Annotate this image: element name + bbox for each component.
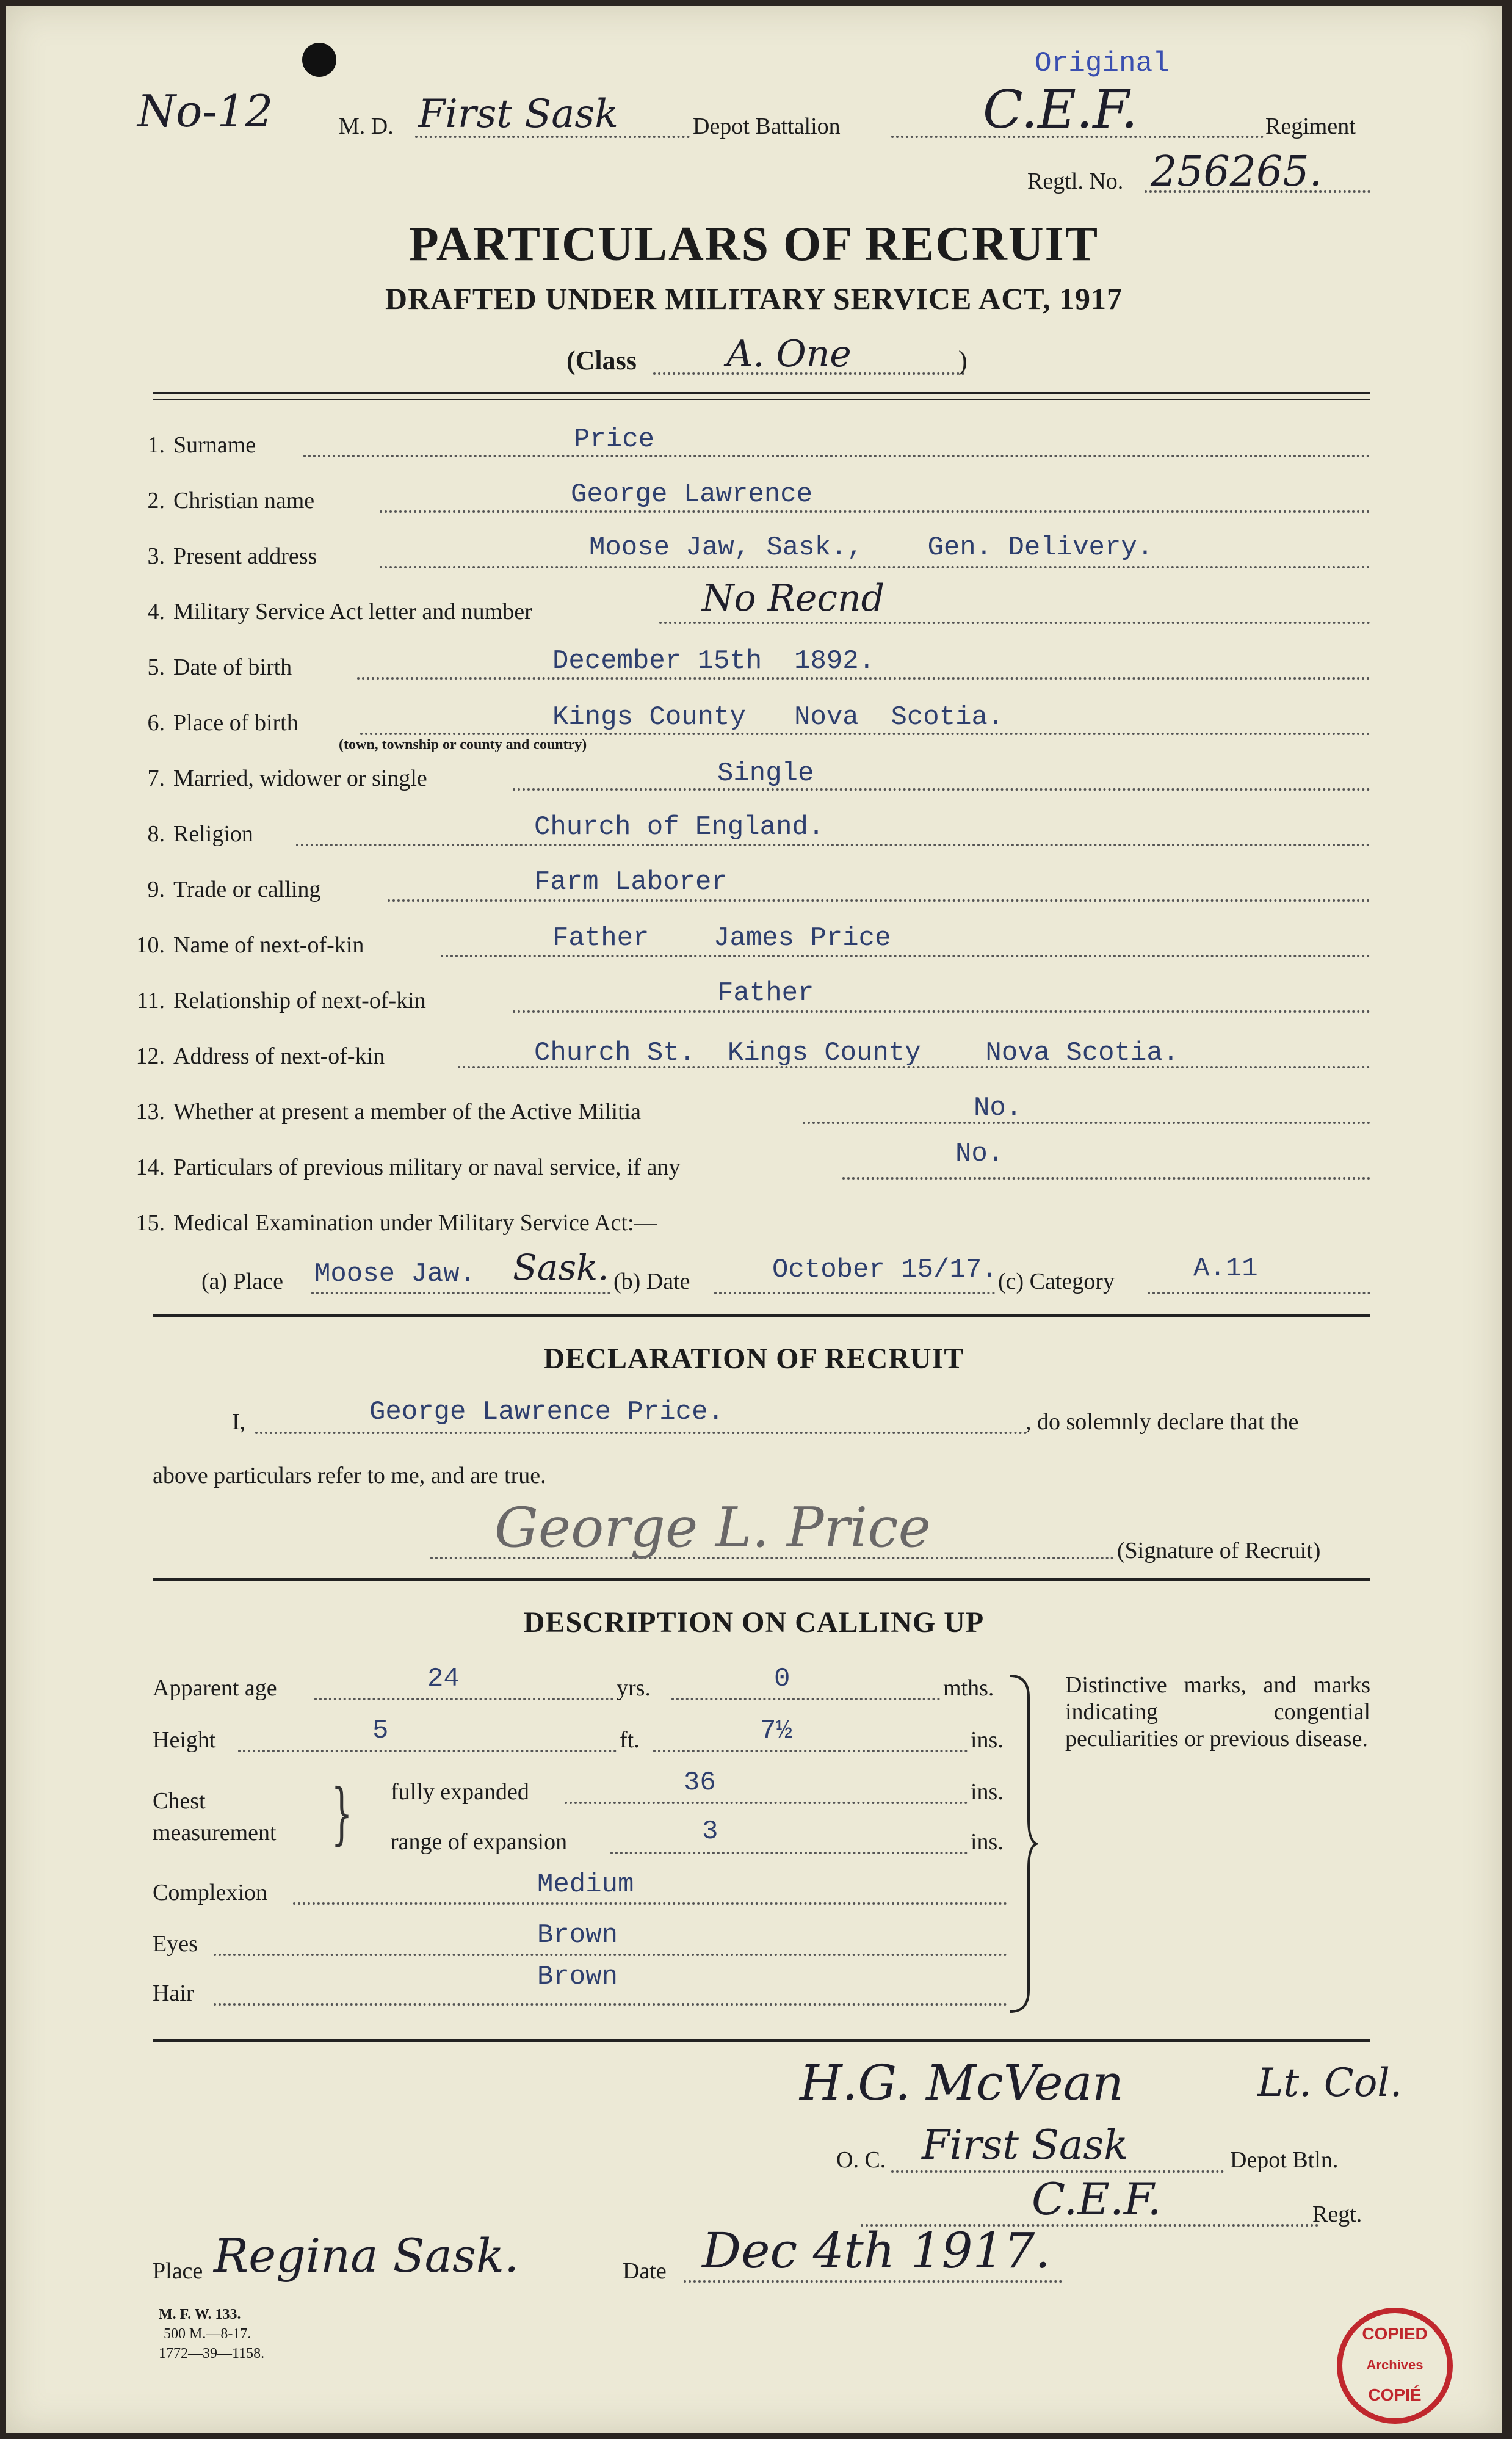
chest-label-2: measurement xyxy=(153,1820,277,1846)
field-label: Address of next-of-kin xyxy=(173,1043,385,1069)
field-number: 8. xyxy=(147,821,165,847)
field-dots xyxy=(296,844,1370,846)
field-dots xyxy=(659,622,1370,624)
field-dots xyxy=(360,733,1370,735)
md-value: First Sask xyxy=(418,92,618,137)
birth-place-note: (town, township or county and country) xyxy=(339,737,587,753)
field-row-8 xyxy=(128,821,253,847)
form-number: No-12 xyxy=(137,85,273,137)
depot-battalion-label: Depot Battalion xyxy=(693,114,841,139)
medical-date-value: October 15/17. xyxy=(772,1255,998,1285)
age-months-value: 0 xyxy=(774,1664,790,1694)
present-address-value: Moose Jaw, Sask., Gen. Delivery. xyxy=(589,532,1154,563)
mths-label: mths. xyxy=(943,1675,994,1701)
ft-label: ft. xyxy=(620,1727,640,1753)
field-number: 9. xyxy=(147,877,165,902)
militia-value: No. xyxy=(974,1093,1022,1123)
range-value: 3 xyxy=(702,1816,718,1847)
expanded-dots xyxy=(565,1802,968,1804)
section-rule-1 xyxy=(153,1314,1370,1317)
field-number: 6. xyxy=(147,710,165,736)
date-value: Dec 4th 1917. xyxy=(702,2222,1051,2279)
complexion-dots xyxy=(293,1902,1007,1905)
field-number: 11. xyxy=(136,988,165,1013)
field-row-1 xyxy=(128,432,256,458)
field-label: Date of birth xyxy=(173,654,292,680)
medical-date-label: (b) Date xyxy=(613,1269,690,1294)
trade-value: Farm Laborer xyxy=(534,867,728,897)
field-row-9 xyxy=(128,876,320,903)
field-dots xyxy=(303,455,1370,457)
msa-number-value: No Recnd xyxy=(702,577,885,620)
depot-btln-label: Depot Btln. xyxy=(1230,2147,1339,2173)
medical-category-value: A.11 xyxy=(1193,1253,1258,1284)
medical-category-label: (c) Category xyxy=(998,1269,1115,1294)
medical-place-label: (a) Place xyxy=(201,1269,283,1294)
copied-stamp xyxy=(1337,2308,1453,2424)
field-number: 14. xyxy=(136,1154,165,1180)
ins-label-3: ins. xyxy=(971,1829,1004,1855)
medical-category-dots xyxy=(1148,1292,1370,1294)
hair-label: Hair xyxy=(153,1981,194,2006)
field-row-15 xyxy=(128,1209,657,1236)
declaration-text-2: above particulars refer to me, and are true. xyxy=(153,1463,546,1488)
field-dots xyxy=(513,1010,1370,1013)
class-open: (Class xyxy=(566,346,637,375)
field-label: Medical Examination under Military Service Act:— xyxy=(173,1210,657,1236)
complexion-label: Complexion xyxy=(153,1880,267,1905)
medical-place-hw: Sask. xyxy=(513,1247,609,1288)
oc-signature: H.G. McVean xyxy=(800,2054,1124,2111)
page-title: PARTICULARS OF RECRUIT xyxy=(408,217,1099,271)
field-label: Particulars of previous military or naval service, if any xyxy=(173,1154,681,1180)
surname-value: Price xyxy=(574,424,655,455)
field-label: Married, widower or single xyxy=(173,766,427,791)
field-label: Religion xyxy=(173,821,253,847)
oc-value: First Sask xyxy=(922,2122,1129,2169)
regt-label: Regt. xyxy=(1312,2202,1362,2227)
field-row-10 xyxy=(128,932,364,959)
field-row-4 xyxy=(128,598,532,625)
age-years-dots xyxy=(314,1698,613,1700)
field-row-13 xyxy=(128,1098,641,1125)
place-label: Place xyxy=(153,2258,203,2284)
section-rule-2 xyxy=(153,1578,1370,1581)
previous-service-value: No. xyxy=(955,1139,1004,1169)
title-rule-top xyxy=(153,392,1370,394)
field-row-14 xyxy=(128,1154,680,1181)
height-in-dots xyxy=(653,1750,968,1752)
declaration-name: George Lawrence Price. xyxy=(369,1397,724,1427)
field-number: 1. xyxy=(147,432,165,458)
range-label: range of expansion xyxy=(391,1829,568,1855)
form-code-1: M. F. W. 133. xyxy=(159,2307,241,2322)
oc-dots xyxy=(891,2170,1224,2173)
field-row-6 xyxy=(128,709,298,736)
eyes-value: Brown xyxy=(537,1920,618,1951)
oc-label: O. C. xyxy=(836,2147,886,2173)
declaration-heading: DECLARATION OF RECRUIT xyxy=(543,1343,964,1375)
hair-value: Brown xyxy=(537,1962,618,1992)
stamp-top-text: COPIED xyxy=(1362,2324,1428,2343)
age-months-dots xyxy=(671,1698,940,1700)
eyes-dots xyxy=(214,1954,1007,1956)
marital-status-value: Single xyxy=(717,758,814,789)
regtl-no-value: 256265. xyxy=(1151,148,1323,196)
original-stamp: Original xyxy=(1035,48,1170,79)
field-dots xyxy=(380,510,1370,513)
field-dots xyxy=(441,955,1370,957)
religion-value: Church of England. xyxy=(534,812,825,843)
title-rule-bottom xyxy=(153,399,1370,400)
chest-brace: } xyxy=(331,1774,353,1852)
complexion-value: Medium xyxy=(537,1869,634,1900)
field-number: 7. xyxy=(147,766,165,791)
form-code-3: 1772—39—1158. xyxy=(159,2346,265,2361)
field-label: Present address xyxy=(173,543,317,569)
date-dots xyxy=(684,2280,1062,2283)
medical-place-dots xyxy=(311,1292,610,1294)
field-row-11 xyxy=(128,987,426,1014)
field-label: Whether at present a member of the Active Militia xyxy=(173,1099,642,1125)
md-label: M. D. xyxy=(339,114,394,139)
declaration-i: I, xyxy=(232,1409,246,1435)
field-dots xyxy=(388,899,1370,902)
field-number: 3. xyxy=(147,543,165,569)
field-row-5 xyxy=(128,654,292,681)
field-number: 4. xyxy=(147,599,165,625)
eyes-label: Eyes xyxy=(153,1931,198,1957)
field-dots xyxy=(380,566,1370,568)
regtl-no-label: Regtl. No. xyxy=(1027,169,1124,194)
signature-label: (Signature of Recruit) xyxy=(1117,1538,1321,1564)
expanded-value: 36 xyxy=(684,1767,716,1798)
date-of-birth-value: December 15th 1892. xyxy=(552,646,875,676)
yrs-label: yrs. xyxy=(617,1675,651,1701)
cef-value: C.E.F. xyxy=(983,79,1138,140)
expanded-label: fully expanded xyxy=(391,1779,529,1805)
punch-hole xyxy=(302,43,336,77)
place-of-birth-value: Kings County Nova Scotia. xyxy=(552,702,1004,733)
recruit-signature: George L. Price xyxy=(494,1496,931,1560)
place-value: Regina Sask. xyxy=(214,2228,519,2283)
field-label: Military Service Act letter and number xyxy=(173,599,532,625)
height-ft-value: 5 xyxy=(372,1716,389,1746)
height-in-value: 7½ xyxy=(760,1716,792,1746)
medical-place-value: Moose Jaw. xyxy=(314,1259,476,1289)
section-rule-3 xyxy=(153,2039,1370,2042)
age-label: Apparent age xyxy=(153,1675,277,1701)
cef-dots xyxy=(891,136,1264,138)
field-dots xyxy=(803,1122,1370,1124)
field-label: Relationship of next-of-kin xyxy=(173,988,426,1013)
marks-bracket xyxy=(1007,1673,1038,2015)
distinctive-marks-text: Distinctive marks, and marks indicating congential peculiarities or previous disease. xyxy=(1065,1672,1370,1752)
field-dots xyxy=(513,788,1370,791)
chest-label-1: Chest xyxy=(153,1788,206,1814)
field-row-7 xyxy=(128,765,427,792)
field-number: 13. xyxy=(136,1099,165,1125)
recruit-form-sheet xyxy=(6,6,1502,2433)
medical-date-dots xyxy=(714,1292,995,1294)
oc-rank: Lt. Col. xyxy=(1257,2060,1403,2106)
stamp-middle-text: Archives xyxy=(1366,2357,1423,2372)
hair-dots xyxy=(214,2003,1007,2006)
stamp-bottom-text: COPIÉ xyxy=(1368,2385,1422,2404)
range-dots xyxy=(610,1852,968,1854)
declaration-text-1: , do solemnly declare that the xyxy=(1025,1409,1299,1435)
field-row-2 xyxy=(128,487,314,514)
field-label: Christian name xyxy=(173,488,315,513)
field-dots xyxy=(357,677,1370,680)
ins-label: ins. xyxy=(971,1727,1004,1753)
description-heading: DESCRIPTION ON CALLING UP xyxy=(523,1606,985,1639)
md-dots xyxy=(415,136,690,138)
field-row-12 xyxy=(128,1043,385,1070)
class-close: ) xyxy=(958,346,968,375)
field-number: 12. xyxy=(136,1043,165,1069)
field-label: Place of birth xyxy=(173,710,298,736)
height-ft-dots xyxy=(238,1750,617,1752)
field-number: 10. xyxy=(136,932,165,958)
age-years-value: 24 xyxy=(427,1664,460,1694)
field-label: Trade or calling xyxy=(173,877,321,902)
kin-relationship-value: Father xyxy=(717,978,814,1009)
field-label: Name of next-of-kin xyxy=(173,932,364,958)
field-number: 15. xyxy=(136,1210,165,1236)
field-row-3 xyxy=(128,543,317,570)
field-number: 2. xyxy=(147,488,165,513)
field-label: Surname xyxy=(173,432,256,458)
declaration-name-dots xyxy=(255,1432,1027,1434)
kin-address-value: Church St. Kings County Nova Scotia. xyxy=(534,1038,1179,1068)
regiment-label: Regiment xyxy=(1265,114,1356,139)
regtl-dots xyxy=(1145,190,1370,193)
page-subtitle: DRAFTED UNDER MILITARY SERVICE ACT, 1917 xyxy=(385,281,1123,316)
next-of-kin-value: Father James Price xyxy=(552,923,891,954)
date-label: Date xyxy=(623,2258,667,2284)
height-label: Height xyxy=(153,1727,216,1753)
christian-name-value: George Lawrence xyxy=(571,479,813,510)
ins-label-2: ins. xyxy=(971,1779,1004,1805)
field-dots xyxy=(842,1177,1370,1180)
field-number: 5. xyxy=(147,654,165,680)
class-value: A. One xyxy=(726,333,852,375)
regt-value: C.E.F. xyxy=(1032,2173,1162,2225)
form-code-2: 500 M.—8-17. xyxy=(164,2326,251,2342)
